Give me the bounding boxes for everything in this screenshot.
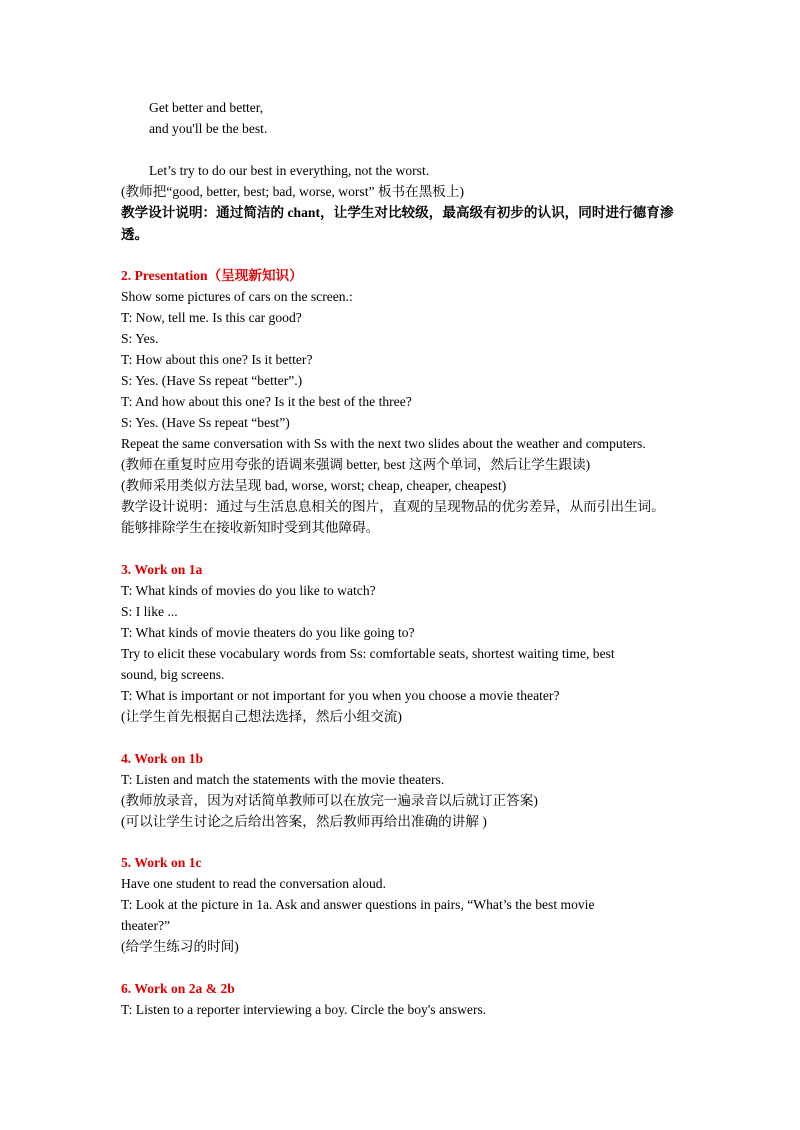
section-6-heading: 6. Work on 2a & 2b <box>121 981 235 996</box>
section-4-line: (可以让学生讨论之后给出答案，然后教师再给出准确的讲解 ) <box>121 814 487 829</box>
board-note: (教师把“good, better, best; bad, worse, worst” 板书在黑板上) <box>121 184 465 199</box>
section-2-line: 能够排除学生在接收新知时受到其他障碍。 <box>121 520 380 535</box>
section-2-line: 教学设计说明：通过与生活息息相关的图片，直观的呈现物品的优劣差异，从而引出生词。 <box>121 499 665 514</box>
section-5-line: Have one student to read the conversation aloud. <box>121 876 386 891</box>
section-6-line: T: Listen to a reporter interviewing a boy. Circle the boy's answers. <box>121 1002 487 1017</box>
design-note-line-1: 教学设计说明：通过简洁的 chant，让学生对比较级，最高级有初步的认识，同时进行德育渗 <box>121 205 674 220</box>
section-2-line: S: Yes. (Have Ss repeat “better”.) <box>121 373 303 388</box>
section-2-line: (教师采用类似方法呈现 bad, worse, worst; cheap, cheaper, cheapest) <box>121 478 507 493</box>
section-2-line: Show some pictures of cars on the screen.: <box>121 289 353 304</box>
section-2-line: S: Yes. <box>121 331 159 346</box>
section-3-line: sound, big screens. <box>121 667 225 682</box>
section-5-line: T: Look at the picture in 1a. Ask and answer questions in pairs, “What’s the best movie <box>121 897 595 912</box>
section-4-heading: 4. Work on 1b <box>121 751 204 766</box>
section-3-line: T: What kinds of movies do you like to watch? <box>121 583 376 598</box>
section-2-line: S: Yes. (Have Ss repeat “best”) <box>121 415 290 430</box>
section-4-line: T: Listen and match the statements with the movie theaters. <box>121 772 445 787</box>
section-3-line: T: What kinds of movie theaters do you like going to? <box>121 625 415 640</box>
section-2-line: T: How about this one? Is it better? <box>121 352 313 367</box>
section-2-line: (教师在重复时应用夸张的语调来强调 better, best 这两个单词，然后让学生跟读) <box>121 457 591 472</box>
section-3-line: (让学生首先根据自己想法选择，然后小组交流) <box>121 709 402 724</box>
chant-line-3: Let’s try to do our best in everything, not the worst. <box>149 163 430 178</box>
section-3-line: T: What is important or not important for you when you choose a movie theater? <box>121 688 560 703</box>
section-3-heading: 3. Work on 1a <box>121 562 203 577</box>
section-5-heading: 5. Work on 1c <box>121 855 202 870</box>
section-2-line: T: Now, tell me. Is this car good? <box>121 310 302 325</box>
section-3-line: Try to elicit these vocabulary words from Ss: comfortable seats, shortest waiting time, best <box>121 646 615 661</box>
section-5-line: (给学生练习的时间) <box>121 939 239 954</box>
section-3-line: S: I like ... <box>121 604 178 619</box>
section-4-line: (教师放录音，因为对话简单教师可以在放完一遍录音以后就订正答案) <box>121 793 538 808</box>
chant-line-1: Get better and better, <box>149 100 264 115</box>
section-2-heading: 2. Presentation（呈现新知识） <box>121 268 303 283</box>
chant-line-2: and you'll be the best. <box>149 121 268 136</box>
section-5-line: theater?” <box>121 918 171 933</box>
section-2-line: Repeat the same conversation with Ss with the next two slides about the weather and computers. <box>121 436 646 451</box>
design-note-line-2: 透。 <box>121 227 149 242</box>
section-2-line: T: And how about this one? Is it the best of the three? <box>121 394 412 409</box>
